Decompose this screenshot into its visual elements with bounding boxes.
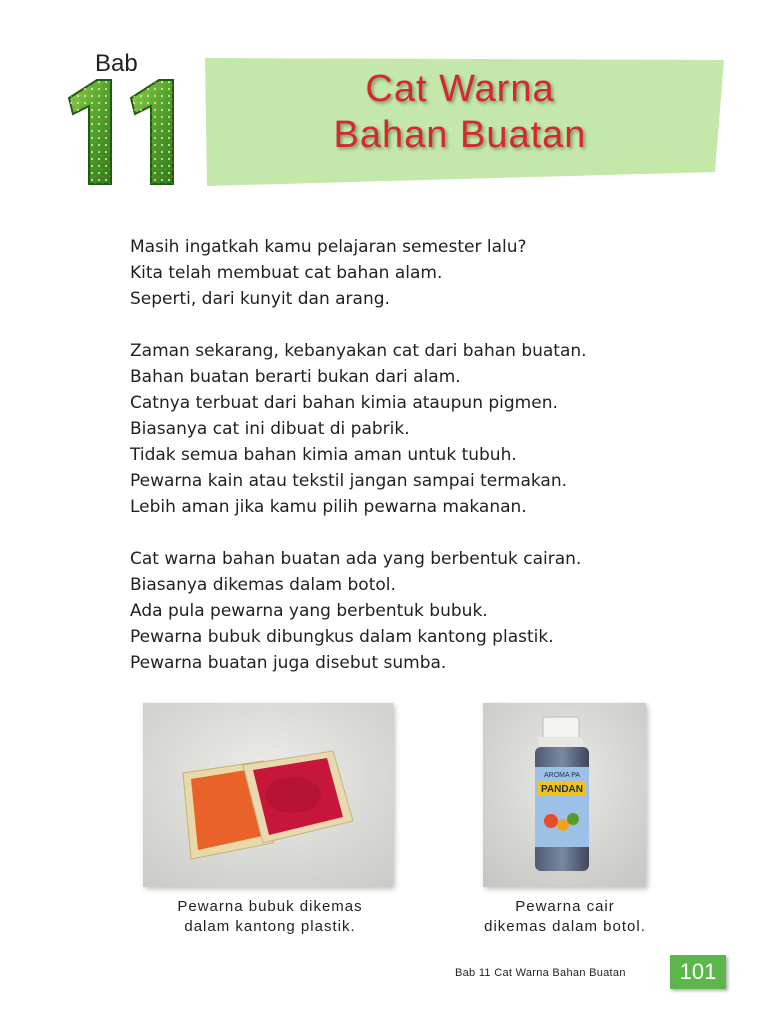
caption-line: dikemas dalam botol. [484, 918, 646, 935]
paragraph [130, 546, 730, 676]
text-line: Kita telah membuat cat bahan alam. [130, 263, 443, 283]
text-line: Pewarna kain atau tekstil jangan sampai termakan. [130, 471, 568, 491]
chapter-label: Bab [95, 50, 138, 77]
text-line: Cat warna bahan buatan ada yang berbentuk cairan. [130, 549, 582, 569]
running-footer: Bab 11 Cat Warna Bahan Buatan [455, 967, 626, 979]
text-line: Pewarna buatan juga disebut sumba. [130, 653, 447, 673]
text-line: Zaman sekarang, kebanyakan cat dari bahan buatan. [130, 341, 587, 361]
text-line: Lebih aman jika kamu pilih pewarna makanan. [130, 497, 527, 517]
chapter-title-line2: Bahan Buatan [333, 114, 587, 156]
text-line: Ada pula pewarna yang berbentuk bubuk. [130, 601, 488, 621]
caption-line: dalam kantong plastik. [184, 918, 356, 935]
powder-dye-caption [140, 897, 400, 937]
body-text [130, 234, 730, 702]
bottle-label-main: PANDAN [540, 784, 584, 795]
chapter-title [260, 66, 660, 158]
page-number-badge: 101 [670, 955, 726, 989]
text-line: Biasanya dikemas dalam botol. [130, 575, 396, 595]
caption-line: Pewarna bubuk dikemas [177, 898, 363, 915]
paragraph [130, 338, 730, 520]
text-line: Biasanya cat ini dibuat di pabrik. [130, 419, 410, 439]
text-line: Masih ingatkah kamu pelajaran semester lalu? [130, 237, 527, 257]
liquid-dye-bottle-photo [483, 703, 646, 887]
powder-dye-photo [143, 703, 393, 887]
chapter-number-graphic [55, 66, 195, 196]
text-line: Bahan buatan berarti bukan dari alam. [130, 367, 461, 387]
text-line: Catnya terbuat dari bahan kimia ataupun pigmen. [130, 393, 558, 413]
liquid-dye-caption [460, 897, 670, 937]
text-line: Seperti, dari kunyit dan arang. [130, 289, 390, 309]
bottle-label-top: AROMA PA [543, 772, 581, 779]
text-line: Tidak semua bahan kimia aman untuk tubuh. [130, 445, 517, 465]
chapter-title-line1: Cat Warna [365, 68, 555, 110]
paragraph [130, 234, 730, 312]
caption-line: Pewarna cair [515, 898, 615, 915]
text-line: Pewarna bubuk dibungkus dalam kantong plastik. [130, 627, 554, 647]
